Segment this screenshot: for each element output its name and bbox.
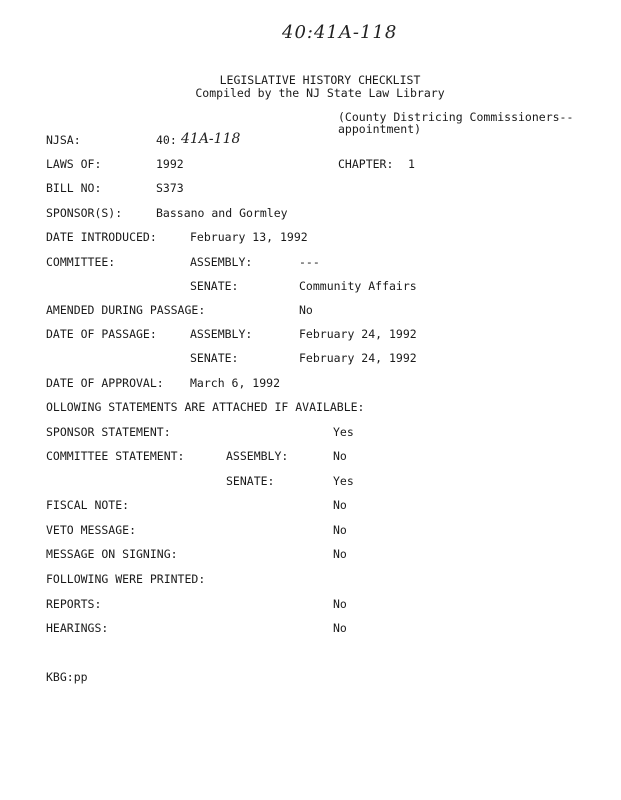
subject-note-line-1: (County Districing Commissioners-- — [338, 110, 574, 124]
committee-assembly-label: ASSEMBLY: — [190, 255, 253, 269]
cs-senate-label: SENATE: — [226, 474, 275, 488]
njsa-label: NJSA: — [46, 133, 81, 147]
reports-value: No — [333, 597, 347, 611]
laws-of-value: 1992 — [156, 157, 184, 171]
passage-senate-label: SENATE: — [190, 351, 239, 365]
date-introduced-value: February 13, 1992 — [190, 230, 308, 244]
chapter-value: 1 — [408, 157, 415, 171]
amended-label: AMENDED DURING PASSAGE: — [46, 303, 206, 317]
printed-heading: FOLLOWING WERE PRINTED: — [46, 572, 206, 586]
passage-assembly-value: February 24, 1992 — [299, 327, 417, 341]
initials: KBG:pp — [46, 670, 88, 684]
passage-assembly-label: ASSEMBLY: — [190, 327, 253, 341]
subject-note-line-2: appointment) — [338, 122, 422, 136]
committee-senate-label: SENATE: — [190, 279, 239, 293]
sponsor-statement-label: SPONSOR STATEMENT: — [46, 425, 171, 439]
reports-label: REPORTS: — [46, 597, 102, 611]
committee-label: COMMITTEE: — [46, 255, 116, 269]
njsa-handwritten: 41A-118 — [181, 131, 241, 147]
committee-senate-value: Community Affairs — [299, 279, 417, 293]
approval-value: March 6, 1992 — [190, 376, 281, 390]
sponsor-statement-value: Yes — [333, 425, 354, 439]
fiscal-note-label: FISCAL NOTE: — [46, 498, 130, 512]
statements-heading: OLLOWING STATEMENTS ARE ATTACHED IF AVAILABLE: — [46, 400, 365, 414]
signing-value: No — [333, 547, 347, 561]
hearings-label: HEARINGS: — [46, 621, 109, 635]
bill-no-label: BILL NO: — [46, 181, 102, 195]
njsa-prefix: 40: — [156, 133, 177, 147]
approval-label: DATE OF APPROVAL: — [46, 376, 164, 390]
sponsors-label: SPONSOR(S): — [46, 206, 123, 220]
title-line-2: Compiled by the NJ State Law Library — [195, 86, 445, 100]
committee-assembly-value: --- — [299, 255, 320, 269]
fiscal-note-value: No — [333, 498, 347, 512]
cs-assembly-value: No — [333, 449, 347, 463]
veto-value: No — [333, 523, 347, 537]
cs-assembly-label: ASSEMBLY: — [226, 449, 289, 463]
hearings-value: No — [333, 621, 347, 635]
date-introduced-label: DATE INTRODUCED: — [46, 230, 157, 244]
veto-label: VETO MESSAGE: — [46, 523, 137, 537]
chapter-label: CHAPTER: — [338, 157, 394, 171]
amended-value: No — [299, 303, 313, 317]
sponsors-value: Bassano and Gormley — [156, 206, 288, 220]
bill-no-value: S373 — [156, 181, 184, 195]
handwritten-header: 40:41A-118 — [282, 22, 398, 43]
laws-of-label: LAWS OF: — [46, 157, 102, 171]
cs-senate-value: Yes — [333, 474, 354, 488]
signing-label: MESSAGE ON SIGNING: — [46, 547, 178, 561]
passage-label: DATE OF PASSAGE: — [46, 327, 157, 341]
passage-senate-value: February 24, 1992 — [299, 351, 417, 365]
title-line-1: LEGISLATIVE HISTORY CHECKLIST — [219, 73, 421, 87]
committee-statement-label: COMMITTEE STATEMENT: — [46, 449, 185, 463]
